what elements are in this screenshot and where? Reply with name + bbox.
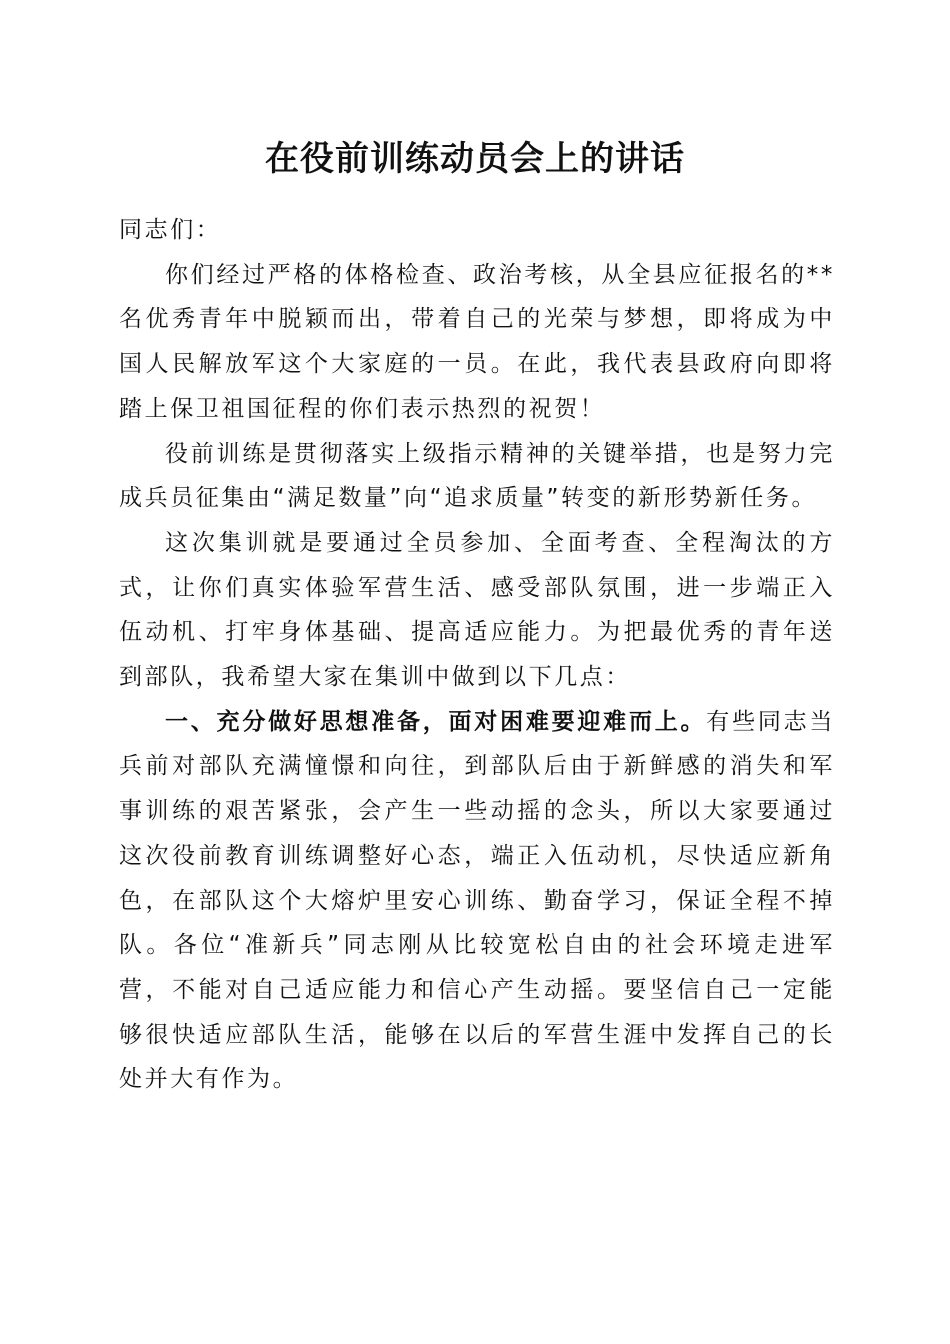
paragraph-point-one xyxy=(119,700,835,1102)
point-one-heading: 一、充分做好思想准备，面对困难要迎难而上。 xyxy=(165,708,707,735)
document-title: 在役前训练动员会上的讲话 xyxy=(265,139,685,179)
salutation: 同志们： xyxy=(119,217,222,243)
paragraph-training-method: 这次集训就是要通过全员参加、全面考查、全程淘汰的方式，让你们真实体验军营生活、感受部队氛围，进一步端正入伍动机、打牢身体基础、提高适应能力。为把最优秀的青年送到部队，我希望大家在集训中做到以下几点： xyxy=(119,529,835,691)
paragraph-training-purpose: 役前训练是贯彻落实上级指示精神的关键举措，也是努力完成兵员征集由“满足数量”向“追求质量”转变的新形势新任务。 xyxy=(119,440,835,512)
point-one-text: 有些同志当兵前对部队充满憧憬和向往，到部队后由于新鲜感的消失和军事训练的艰苦紧张，会产生一些动摇的念头，所以大家要通过这次役前教育训练调整好心态，端正入伍动机，尽快适应新角色，在部队这个大熔炉里安心训练、勤奋学习，保证全程不掉队。各位“准新兵”同志刚从比较宽松自由的社会环境走进军营，不能对自己适应能力和信心产生动摇。要坚信自己一定能够很快适应部队生活，能够在以后的军营生涯中发挥自己的长处并大有作为。 xyxy=(119,708,835,1093)
document-body xyxy=(119,208,835,1102)
paragraph-congratulations: 你们经过严格的体格检查、政治考核，从全县应征报名的**名优秀青年中脱颖而出，带着自己的光荣与梦想，即将成为中国人民解放军这个大家庭的一员。在此，我代表县政府向即将踏上保卫祖国征程的你们表示热烈的祝贺！ xyxy=(119,261,835,422)
